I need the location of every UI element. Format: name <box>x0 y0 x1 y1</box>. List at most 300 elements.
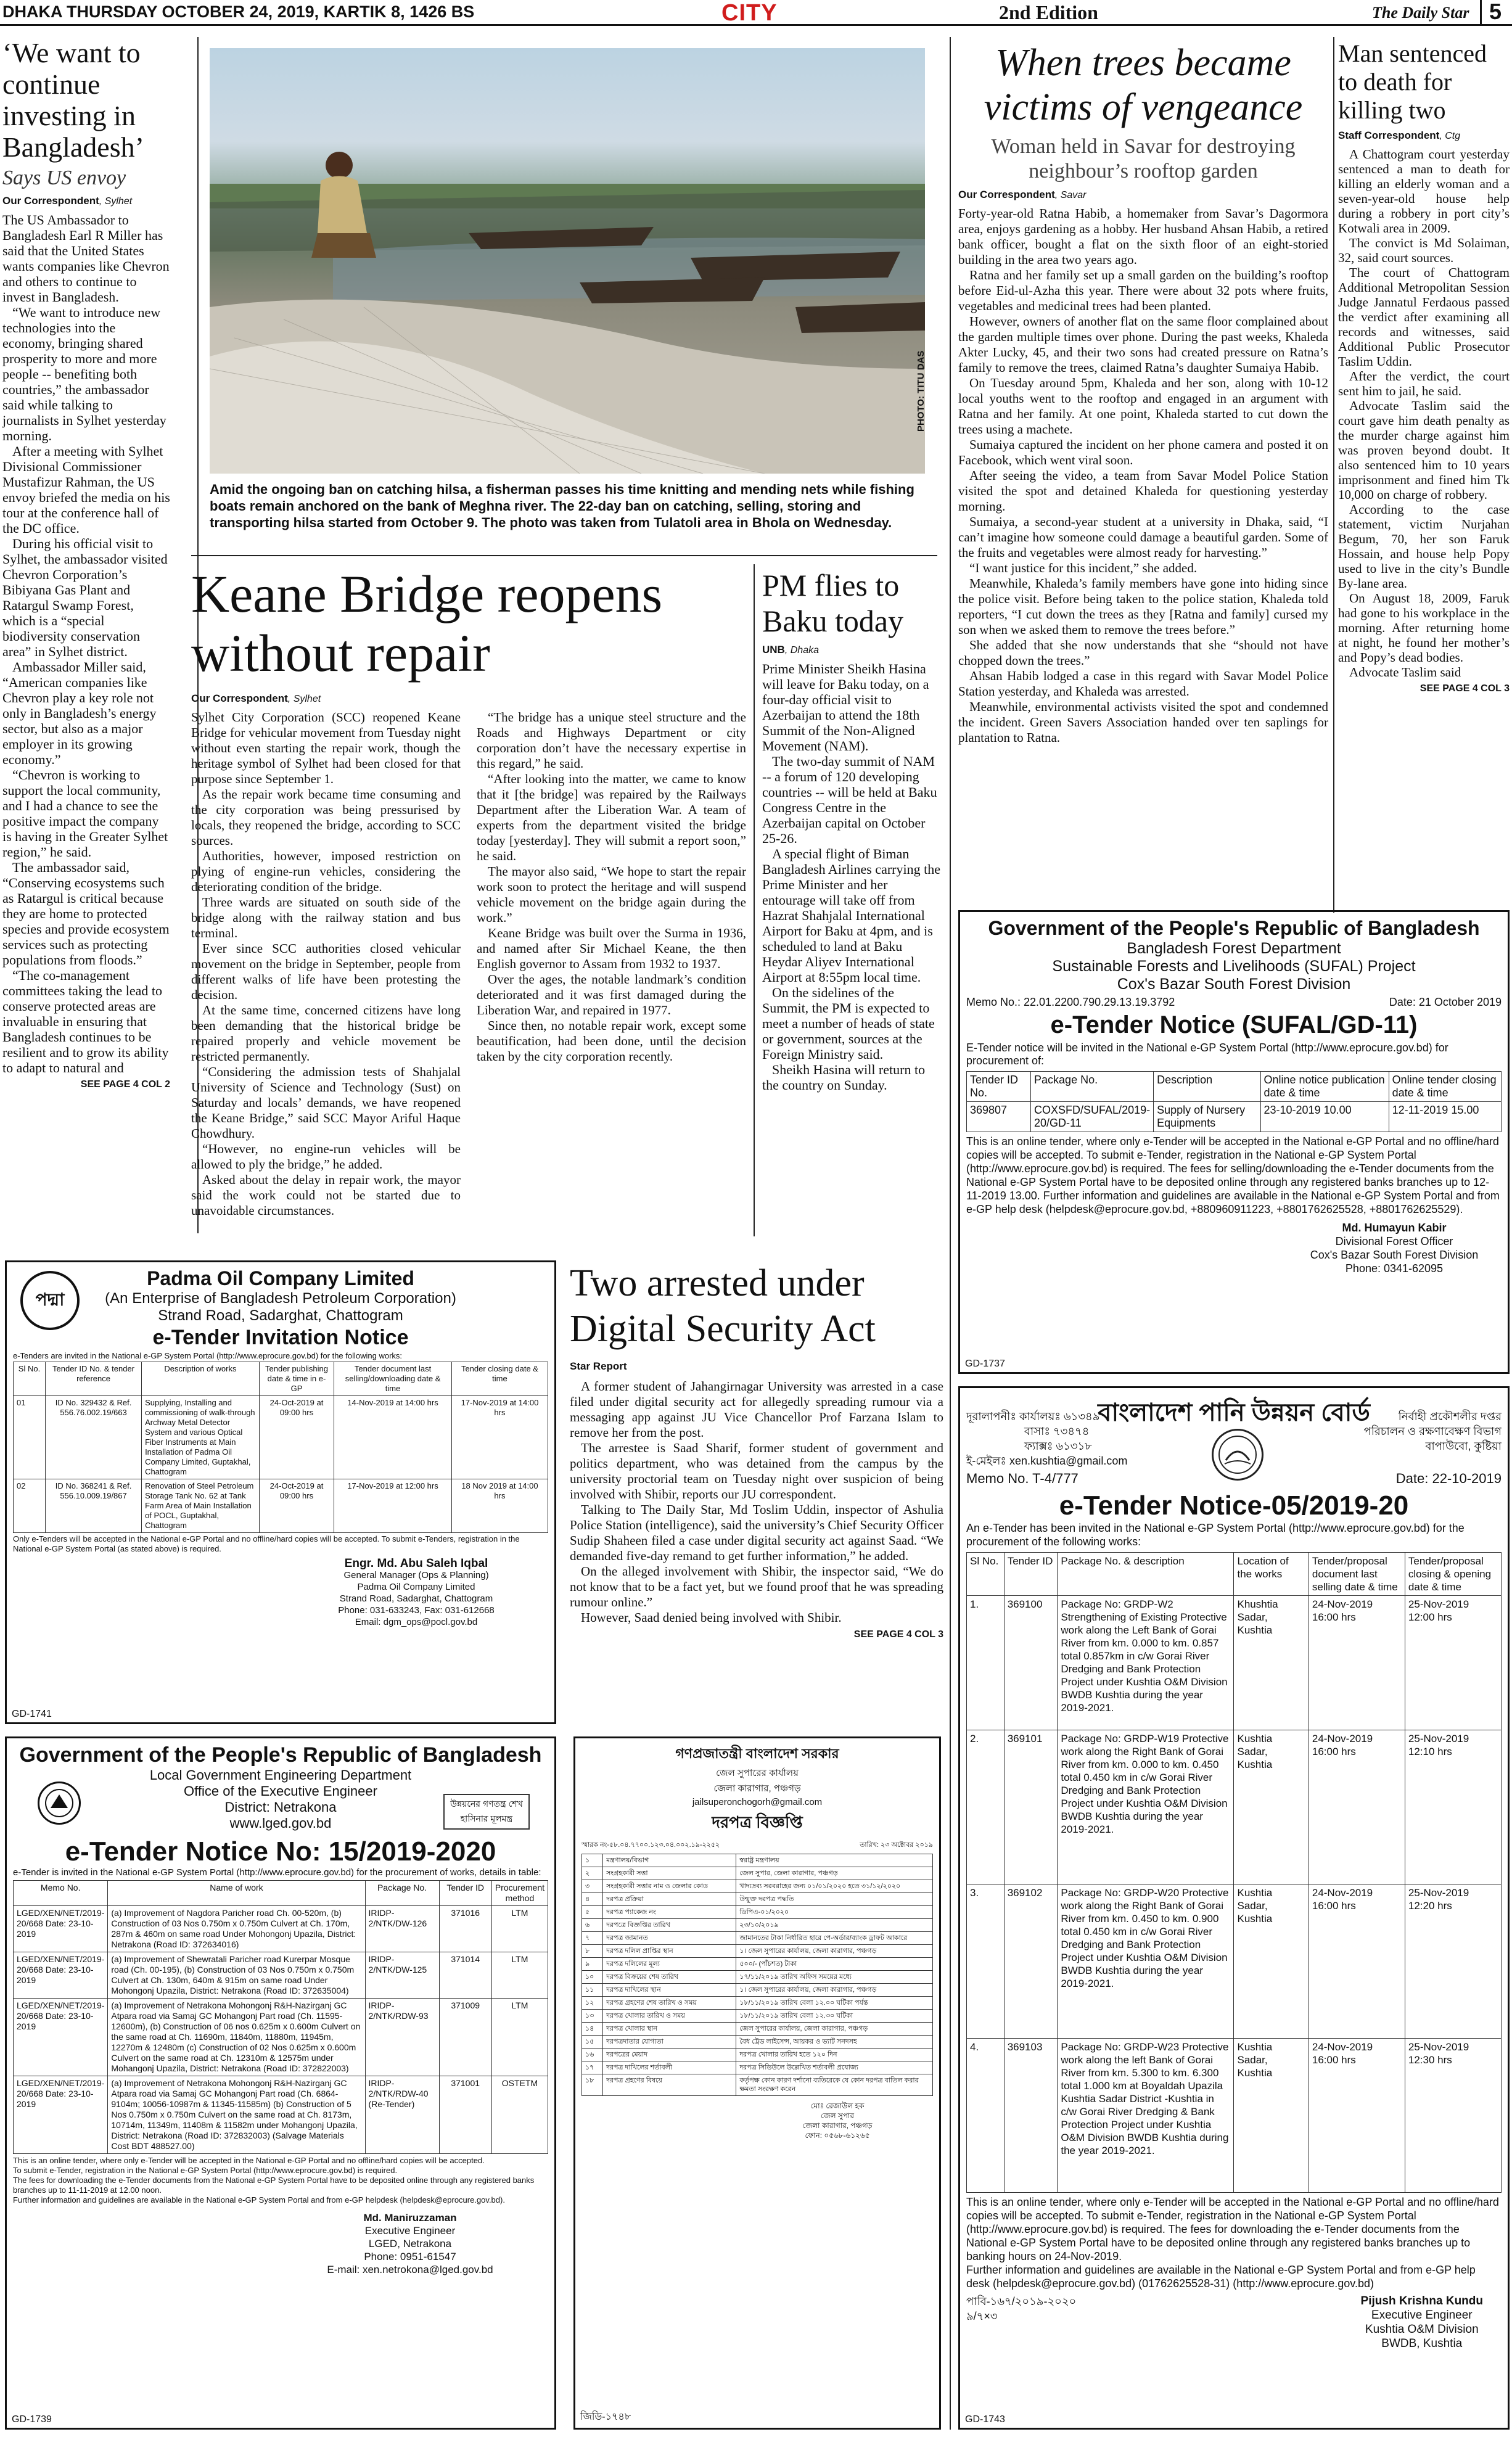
office-line: বাপাউবো, কুষ্টিয়া <box>1425 1440 1502 1452</box>
th: Description <box>1154 1072 1260 1102</box>
ad-title: e-Tender Notice No: 15/2019-2020 <box>65 1836 496 1867</box>
continuation: SEE PAGE 4 COL 3 <box>853 1629 943 1640</box>
cell: Package No: GRDP-W20 Protective work along the Right Bank of Gorai River from km. 0.450 to km. 0.900 total 0.450 km in c/w Gorai River Dredging and Bank Protection Project under Kushtia O&M Division BWDB Kushtia during the year 2019-2021. <box>1058 1884 1234 2039</box>
body <box>762 661 941 1093</box>
cell: 23-10-2019 10.00 <box>1260 1102 1389 1132</box>
headline: When trees became victims of vengeance <box>984 42 1303 128</box>
table-row <box>582 1984 933 1997</box>
cell: ১৮ <box>582 2074 603 2096</box>
th: Tender ID No. & tender reference <box>46 1362 142 1396</box>
signature <box>284 1558 548 1628</box>
table-row <box>582 2010 933 2023</box>
para: A former student of Jahangirnagar University was arrested in a case filed under digital security act for allegedly spreading rumour via a messaging app against JU Vice Chancellor Prof Farzana Islam to remove her from the post. <box>570 1379 943 1440</box>
ad-gov: Government of the People's Republic of Bangladesh <box>19 1743 542 1767</box>
table-row <box>582 2061 933 2074</box>
photo-credit: PHOTO: TITU DAS <box>916 350 926 432</box>
cell: IRIDP-2/NTK/DW-126 <box>365 1906 439 1952</box>
para: On August 18, 2009, Faruk had gone to his workplace in the morning. After returning home at night, he found her mother’s and Popy’s dead bodies. <box>1338 591 1510 665</box>
para: The arrestee is Saad Sharif, former student of government and politics department, who was detained from the campus by the university proctorial team on Tuesday night over suspicion of being involved with Shibir, reports our JU correspondent. <box>570 1440 943 1502</box>
table-row <box>967 1884 1502 2039</box>
signature <box>1287 1221 1502 1275</box>
ref-line: পাবি-১৬৭/২০১৯-২০২০ <box>966 2295 1077 2308</box>
note-line: This is an online tender, where only e-Tender will be accepted in the National e-GP Portal and no offline/hard copies will be accepted. <box>13 2156 485 2165</box>
para: The convict is Md Solaiman, 32, said court sources. <box>1338 236 1510 265</box>
ad-gov: Government of the People's Republic of Bangladesh <box>988 917 1480 939</box>
cell: 24-Nov-2019 16:00 hrs <box>1309 2039 1405 2193</box>
cell: ২৩/১০/২০১৯ <box>736 1919 933 1932</box>
th: Tender closing date & time <box>451 1362 548 1396</box>
para: Since then, no notable repair work, except some beautification, had been done, until the decision taken by the city corporation recently. <box>477 1018 746 1064</box>
table-row <box>582 1854 933 1867</box>
table-row <box>582 1880 933 1893</box>
continuation: SEE PAGE 4 COL 3 <box>1420 683 1510 694</box>
cell: স্বরাষ্ট্র মন্ত্রণালয় <box>736 1854 933 1867</box>
note-line: To submit e-Tender, registration in the National e-GP System Portal (http://www.eprocure.gov.bd) is required. <box>13 2166 398 2175</box>
padma-logo <box>20 1271 80 1330</box>
ad-gov: গণপ্রজাতন্ত্রী বাংলাদেশ সরকার <box>675 1746 839 1761</box>
cell: 1. <box>967 1596 1005 1730</box>
cell: LTM <box>491 1952 548 1999</box>
cell: 25-Nov-2019 12:20 hrs <box>1405 1884 1501 2039</box>
tender-table <box>581 1854 933 2096</box>
caption-rule <box>191 555 937 556</box>
cell: LTM <box>491 1906 548 1952</box>
para: “After looking into the matter, we came to know that it [the bridge] was repaired by the Railways Department after the Liberation War. A team of experts from the department visited the bridge today [yesterday]. They will submit a report soon,” he said. <box>477 771 746 863</box>
table-row <box>582 2074 933 2096</box>
byline: Star Report <box>570 1360 627 1372</box>
bwdb-title: বাংলাদেশ পানি উন্নয়ন বোর্ড <box>1098 1399 1370 1426</box>
cell: IRIDP-2/NTK/DW-125 <box>365 1952 439 1999</box>
bwdb-memo-row <box>966 1471 1502 1487</box>
cell: 2. <box>967 1730 1005 1884</box>
headline: ‘We want to continue investing in Bangladesh’ <box>2 37 144 163</box>
cell: LGED/XEN/NET/2019-20/668 Date: 23-10-2019 <box>14 1952 108 1999</box>
cell: (a) Improvement of Netrakona Mohongonj R&H-Nazirganj GC Atpara road via Samaj GC Mohangonj Part road (Ch. 11595-12600m), (b) Construction of 06 nos 0.625m x 0.600m Culvert on the same road at Ch. 11690m, 11840m, 11880m, 11945m, 12270m & 12480m (c) Construction of 02 Nos 0.625m x 0.600m Culvert on the same road at Ch. 12310m & 12575m under Mohangonj Upazila, District: Netrakona (Road ID: 372822003) <box>108 1999 365 2076</box>
sig-line: BWDB, Kushtia <box>1381 2337 1463 2350</box>
cell: দরপত্র দলিল প্রাপ্তির স্থান <box>603 1945 736 1958</box>
table-row <box>14 1906 548 1952</box>
date: তারিখ: ২৩ অক্টোবর ২০১৯ <box>860 1841 933 1849</box>
table-row <box>582 1945 933 1958</box>
th: Tender ID <box>1004 1553 1058 1596</box>
para: Authorities, however, imposed restriction on plying of engine-run vehicles, considering the deteriorating condition of the bridge. <box>191 849 461 894</box>
article-sentenced <box>1338 39 1510 915</box>
para: At the same time, concerned citizens have long been demanding that the historical bridge be repaired properly and vehicle movement be restricted permanently. <box>191 1003 461 1064</box>
cell: ১৭/১১/২০১৯ তারিখ অফিস সময়ের মধ্যে <box>736 1971 933 1984</box>
para: “The co-management committees taking the lead to conserve protected areas are invaluable in ensuring that Bangladesh continues to be resilient and to grow its ability to adapt to natural and <box>2 968 169 1075</box>
byline-place: , Sylhet <box>99 196 133 207</box>
signature <box>1361 2294 1483 2351</box>
cell: 24-Nov-2019 16:00 hrs <box>1309 1730 1405 1884</box>
para: After a meeting with Sylhet Divisional Commissioner Mustafizur Rahman, the US envoy briefed the media on his tour at the conference hall of the DC office. <box>2 443 170 536</box>
cell: দরপত্র দাখিলের শর্তাবলী <box>603 2061 736 2074</box>
ad-code: GD-1741 <box>12 1709 52 1719</box>
ad-office: জেল সুপারের কার্যালয় <box>716 1768 799 1778</box>
tender-table <box>966 1552 1502 2193</box>
para: Sheikh Hasina will return to the country on Sunday. <box>762 1062 926 1093</box>
sig-line: জেলা কারাগার, পঞ্চগড় <box>802 2121 873 2130</box>
cell: (a) Improvement of Nagdora Paricher road Ch. 00-520m, (b) Construction of 03 Nos 0.750m x 0.750m Culvert at Ch. 170m, 287m & 460m on same road Under Mohongonj Upazila, District: Netrakona (Road ID: 372634016) <box>108 1906 365 1952</box>
cell: দরপত্র গ্রহণের শেষ তারিখ ও সময় <box>603 1997 736 2010</box>
cell: Package No: GRDP-W19 Protective work along the Right Bank of Gorai River from km. 0.000 to km. 0.450 total 0.450 km in c/w Gorai River Dredging and Bank Protection Project under Kushtia O&M Division BWDB Kushtia during the year 2019-2021. <box>1058 1730 1234 1884</box>
section-title: CITY <box>721 0 778 26</box>
cell: 369102 <box>1004 1884 1058 2039</box>
table-row <box>582 2036 933 2049</box>
cell: 25-Nov-2019 12:30 hrs <box>1405 2039 1501 2193</box>
table-row <box>582 1906 933 1919</box>
cell: ১৫ <box>582 2036 603 2049</box>
byline <box>2 195 170 207</box>
para: Sumaiya captured the incident on her phone camera and posted it on Facebook, which went viral soon. <box>958 437 1328 467</box>
ad-lged-tender <box>5 1736 556 2430</box>
sig-line: Phone: 031-633243, Fax: 031-612668 <box>338 1605 495 1616</box>
ad-bwdb-tender <box>958 1386 1510 2430</box>
cell: LTM <box>491 1999 548 2076</box>
cell: দরপত্র খোলার স্থান <box>603 2023 736 2036</box>
cell: Package No: GRDP-W23 Protective work along the left Bank of Gorai River from km. 5.300 to km. 6.300 total 1.000 km at Boyaldah Upazila Kushtia Sadar District -Kushtia in c/w Gorai River Dredging & Bank Protection Project under Kushtia O&M Division BWDB Kushtia during the year 2019-2021. <box>1058 2039 1234 2193</box>
cell: দরপত্র দাখিলের স্থান <box>603 1984 736 1997</box>
th: Tender/proposal closing & opening date & time <box>1405 1553 1501 1596</box>
table-row <box>14 1396 548 1479</box>
column-rule <box>754 564 755 1236</box>
table-row <box>582 1919 933 1932</box>
bwdb-intro: An e-Tender has been invited in the National e-GP System Portal (http://www.eprocure.gov.bd) for the procurement of the following works: <box>966 1522 1465 1548</box>
cell: 24-Nov-2019 16:00 hrs <box>1309 1596 1405 1730</box>
cell: দরপত্র খোলার তারিখ ও সময় <box>603 2010 736 2023</box>
para: As the repair work became time consuming and the city corporation was being pressurised by locals, they reopened the bridge, according to SCC sources. <box>191 787 461 848</box>
para: The court of Chattogram Additional Metropolitan Session Judge Jannatul Ferdaous passed the verdict after examining all records and witnesses, said Additional Public Prosecutor Taslim Uddin. <box>1338 265 1510 369</box>
sig-line: Phone: 0951-61547 <box>364 2251 456 2262</box>
cell: IRIDP-2/NTK/RDW-40 (Re-Tender) <box>365 2076 439 2154</box>
ad-intro: e-Tender is invited in the National e-GP System Portal (http://www.eprocure.gov.bd) for the procurement of works, details in table: <box>13 1867 541 1878</box>
para: According to the case statement, victim Nurjahan Begum, 70, her son Faruk Hossain, and house help Popy used to live in the city’s Bundle By-lane area. <box>1338 502 1510 591</box>
para: Ratna and her family set up a small garden on the building’s rooftop before Eid-ul-Azha this year. There were about 32 pots where fruits, vegetables and medicinal trees had been planted. <box>958 268 1328 313</box>
body <box>191 710 746 1225</box>
cell: (a) Improvement of Shewratali Paricher road Kurerpar Mosque road (Ch. 00-195), (b) Construction of 03 Nos 0.750m x 0.750m Culvert at Ch. 130m, 640m & 915m on same road Under Mohongonj Upazila, District: Netrakona (Road ID: 372635004) <box>108 1952 365 1999</box>
para: “The bridge has a unique steel structure and the Roads and Highways Department or city corporation don’t have the necessary expertise in this regard,” he said. <box>477 710 746 771</box>
para: “I want justice for this incident,” she added. <box>969 561 1198 575</box>
cell: 3. <box>967 1884 1005 2039</box>
body <box>958 206 1328 746</box>
th: Tender document last selling/downloading date & time <box>334 1362 452 1396</box>
para: Meanwhile, Khaleda’s family members have gone into hiding since the police visit. Before being taken to the police station, Khaleda told reporters, “I cut down the trees as they [Ratna and family] cursed my son when we asked them to remove the trees before.” <box>958 576 1328 637</box>
ad-intro: E-Tender notice will be invited in the National e-GP System Portal (http://www.eprocure.gov.bd) for procurement of: <box>966 1042 1448 1067</box>
ad-office: Office of the Executive Engineer <box>184 1783 377 1799</box>
cell: Kushtia Sadar, Kushtia <box>1234 1730 1309 1884</box>
para: Three wards are situated on south side of the bridge along with the railway station and bus terminal. <box>191 895 461 940</box>
bwdb-notes: This is an online tender, where only e-Tender will be accepted in the National e-GP Portal and no offline/hard copies will be accepted. To submit e-Tender, registration in the National e-GP System Portal (http://www.eprocure.gov.bd) is required. The fees for downloading the e-Tender documents from the National e-GP System Portal have to be deposited online through any registered banks branches up to banking hours on 24-Nov-2019. <box>966 2196 1499 2262</box>
cell: ১৩ <box>582 2010 603 2023</box>
cell: দরপত্র গ্রহণের বিষয়ে <box>603 2074 736 2096</box>
article-trees <box>958 41 1328 916</box>
photo-scene <box>210 48 925 474</box>
cell: দরপত্র বিক্রয়ের শেষ তারিখ <box>603 1971 736 1984</box>
ad-jail-tender <box>573 1736 941 2430</box>
tender-table <box>13 1880 548 2154</box>
ad-memo-row <box>581 1839 933 1851</box>
para: Sylhet City Corporation (SCC) reopened Keane Bridge for vehicular movement from Tuesday night without even starting the repair work, though the heritage symbol of Sylhet had been closed for that purpose since September 1. <box>191 710 461 786</box>
para: Ever since SCC authorities closed vehicular movement on the bridge in September, people from different walks of life have been protesting the decision. <box>191 941 461 1002</box>
cell: ১৮/১১/২০১৯ তারিখ বেলা ১২.৩০ ঘটিকা <box>736 2010 933 2023</box>
th: Package No. <box>365 1881 439 1906</box>
cell: মন্ত্রণালয়/বিভাগ <box>603 1854 736 1867</box>
cell: 14-Nov-2019 at 14:00 hrs <box>334 1396 452 1479</box>
headline: Man sentenced to death for killing two <box>1338 39 1487 124</box>
sig-line: Cox's Bazar South Forest Division <box>1310 1249 1479 1261</box>
cell: দরপত্র জামানত <box>603 1932 736 1945</box>
para: Sumaiya, a second-year student at a university in Dhaka, said, “I can’t imagine how someone could damage a beautiful garden. Some of the fruits and vegetables were almost ready for harvesting.” <box>958 514 1328 560</box>
sig-line: মোঃ রেজাউল হক <box>810 2102 865 2110</box>
ad-place: জেলা কারাগার, পঞ্চগড় <box>713 1783 801 1794</box>
cell: 01 <box>14 1396 46 1479</box>
para: However, Saad denied being involved with Shibir. <box>581 1610 842 1625</box>
sig-line: Phone: 0341-62095 <box>1345 1262 1444 1275</box>
cell: Khushtia Sadar, Kushtia <box>1234 1596 1309 1730</box>
sig-line: Padma Oil Company Limited <box>357 1582 475 1592</box>
sig-line: LGED, Netrakona <box>368 2238 452 2250</box>
cell: জামানতের টাকা নির্ধারিত হারে পে-অর্ডার/ব্যাংক ড্রাফট আকারে <box>736 1932 933 1945</box>
ad-code: জিডি-১৭৪৮ <box>580 2412 631 2422</box>
table-row <box>14 1952 548 1999</box>
sig-line: Email: dgm_ops@pocl.gov.bd <box>355 1617 478 1627</box>
photo-hilsa <box>210 48 925 474</box>
th: Sl No. <box>14 1362 46 1396</box>
sig-line: General Manager (Ops & Planning) <box>343 1570 489 1580</box>
cell: (a) Improvement of Netrakona Mohongonj R&H-Nazirganj GC Atpara road via Samaj GC Mohangonj Part road (Ch. 6864- 9104m; 10056-10987m & 11345-11585m) (b) Construction of 5 Nos 0.750m x 0.750m Culvert on the same road at Ch. 8173m, 10714m, 11349m, 11408m & 11582m under Mohangonj Upazila, District: Netrakona (Road ID: 372832003) (Salvage Materials Cost BDT 488527.00) <box>108 2076 365 2154</box>
date: Date: 22-10-2019 <box>1395 1471 1502 1486</box>
cell: কর্তৃপক্ষ কোন কারণ দর্শানো ব্যতিরেকে যে কোন দরপত্র বাতিল করার ক্ষমতা সংরক্ষণ করেন <box>736 2074 933 2096</box>
th: Tender publishing date & time in e-GP <box>259 1362 334 1396</box>
ad-notes <box>13 2156 548 2205</box>
ad-notes: This is an online tender, where only e-Tender will be accepted in the National e-GP Portal and no offline/hard copies will be accepted. To submit e-Tender, registration in the National e-GP System Portal (http://www.eprocure.gov.bd) is required. The fees for selling/downloading the e-Tender documents from the National e-GP System Portal have to be deposited online through any registered banks branches up to 12-11-2019 13.00. Further information and guidelines are available in the National e-GP System Portal and from e-GP help desk (helpdesk@eprocure.gov.bd, +880960911223, +8801762625528, +8801762625529). <box>966 1135 1500 1215</box>
para: During his official visit to Sylhet, the ambassador visited Chevron Corporation’s Bibiyana Gas Plant and Ratargul Swamp Forest, which is a “special biodiversity conservation area” in Sylhet district. <box>2 536 168 659</box>
ad-sufal-tender <box>958 910 1510 1374</box>
table-row <box>14 1479 548 1533</box>
cell: জেল সুপার, জেলা কারাগার, পঞ্চগড় <box>736 1867 933 1880</box>
cell: দরপত্র সিডিউলে উল্লেখিত শর্তাবলী প্রযোজ্য <box>736 2061 933 2074</box>
cell: 17-Nov-2019 at 14:00 hrs <box>451 1396 548 1479</box>
para: Talking to The Daily Star, Md Toslim Uddin, inspector of Ashulia Police Station (intelligence), said the university’s Chief Security Officer Sudip Shaheen filed a case under digital security act against Saad. “We demanded five-day remand to get further information,” he added. <box>570 1502 943 1563</box>
cell: 02 <box>14 1479 46 1533</box>
subheadline: Woman held in Savar for destroying neighbour’s rooftop garden <box>991 135 1296 183</box>
para: Prime Minister Sheikh Hasina will leave for Baku today, on a four-day official visit to Azerbaijan to attend the 18th Summit of the Non-Aligned Movement (NAM). <box>762 661 929 754</box>
cell: LGED/XEN/NET/2019-20/668 Date: 23-10-2019 <box>14 1999 108 2076</box>
cell: ৫ <box>582 1906 603 1919</box>
table-row <box>582 2023 933 2036</box>
cell: ১৭ <box>582 2061 603 2074</box>
sig-line: Kushtia O&M Division <box>1365 2323 1479 2336</box>
cell: উন্মুক্ত দরপত্র পদ্ধতি <box>736 1893 933 1906</box>
ad-sub: (An Enterprise of Bangladesh Petroleum Corporation) <box>105 1290 456 1307</box>
th: Sl No. <box>967 1553 1005 1596</box>
ad-dept: Local Government Engineering Department <box>149 1767 412 1783</box>
cell: Supplying, Installing and commissioning of walk-through Archway Metal Detector System and various Optical Fiber Instruments at Main Installation of Padma Oil Company Limited, Guptakhal, Chattogram <box>142 1396 260 1479</box>
cell: 371001 <box>439 2076 491 2154</box>
ad-code: GD-1739 <box>12 2414 52 2425</box>
lged-slogan: উন্নয়নের গণতন্ত্র শেখ হাসিনার মূলমন্ত্র <box>443 1794 530 1830</box>
para: She added that she now understands that she “should not have chopped down the trees.” <box>958 638 1328 668</box>
table-row <box>967 1596 1502 1730</box>
sig-line: Executive Engineer <box>1371 2309 1473 2322</box>
emblem-icon <box>39 1783 79 1823</box>
para: On the alleged involvement with Shibir, the inspector said, “We do not know that to be a fact yet, but we found proof that he was spreading rumour online.” <box>570 1564 943 1609</box>
para: The two-day summit of NAM -- a forum of 120 developing countries -- will be held at Baku Congress Centre in the Azerbaijan capital on October 25-26. <box>762 754 937 846</box>
th: Package No. <box>1031 1072 1154 1102</box>
sig-line: E-mail: xen.netrokona@lged.gov.bd <box>327 2264 493 2275</box>
byline-place: , Dhaka <box>784 645 819 655</box>
cell: 18 Nov 2019 at 14:00 hrs <box>451 1479 548 1533</box>
sig-line: Engr. Md. Abu Saleh Iqbal <box>344 1557 488 1570</box>
cell: ID No. 329432 & Ref. 556.76.002.19/663 <box>46 1396 142 1479</box>
cell: 24-Nov-2019 16:00 hrs <box>1309 1884 1405 2039</box>
para: Over the ages, the notable landmark’s condition deteriorated and it was first damaged during the Liberation War, and repaired in 1977. <box>477 972 746 1017</box>
cell: দরপত্র দলিলের মূল্য <box>603 1958 736 1971</box>
email: ই-মেইলঃ xen.kushtia@gmail.com <box>966 1455 1128 1467</box>
para: “Considering the admission tests of Shahjalal University of Science and Technology (Sust) on Saturday and locals’ demands, we have reopened the Keane Bridge,” said SCC Mayor Ariful Haque Chowdhury. <box>191 1064 461 1141</box>
sig-line: Strand Road, Sadarghat, Chattogram <box>339 1593 493 1604</box>
sig-line: Executive Engineer <box>364 2225 456 2237</box>
byline-name: Staff Correspondent <box>1338 129 1440 141</box>
office-line: নির্বাহী প্রকৌশলীর দপ্তর <box>1398 1410 1502 1423</box>
cell: 371016 <box>439 1906 491 1952</box>
cell: 369100 <box>1004 1596 1058 1730</box>
byline-place: , Ctg <box>1439 131 1461 141</box>
signature <box>272 2211 548 2276</box>
table-row <box>14 1999 548 2076</box>
cell: ৫০০/- (পাঁচশত) টাকা <box>736 1958 933 1971</box>
th: Memo No. <box>14 1881 108 1906</box>
para: Ahsan Habib lodged a case in this regard with Savar Model Police Station yesterday, and Khaleda was arrested. <box>958 668 1328 699</box>
cell: 371009 <box>439 1999 491 2076</box>
cell: ১ <box>582 1854 603 1867</box>
para: The mayor also said, “We hope to start the repair work soon to protect the heritage and will suspend vehicle movement on the bridge again during the work.” <box>477 864 746 925</box>
para: On Tuesday around 5pm, Khaleda and her son, along with 10-12 local youths went to the rooftop and engaged in an argument with Ratna and her family. At one point, Khaleda started to cut down the trees using a machete. <box>958 376 1328 437</box>
cell: ডিপিএ-০১/২০২০ <box>736 1906 933 1919</box>
ad-padma-oil <box>5 1260 556 1724</box>
cell: ১৮/১১/২০১৯ তারিখ বেলা ১২.০০ ঘটিকা পর্যন্ত <box>736 1997 933 2010</box>
cell: ১০ <box>582 1971 603 1984</box>
tender-table <box>966 1071 1502 1132</box>
bwdb-notes-2: Further information and guidelines are available in the National e-GP System Portal and from e-GP help desk (helpdesk@eprocure.gov.bd) (01762625528-31) (http://www.eprocure.gov.bd) <box>966 2264 1476 2290</box>
cell: 12-11-2019 15.00 <box>1389 1102 1501 1132</box>
byline-name: Our Correspondent <box>191 692 288 704</box>
cell: 371014 <box>439 1952 491 1999</box>
cell: দরপত্র প্রক্রিয়া <box>603 1893 736 1906</box>
ad-memo-row <box>966 996 1502 1009</box>
th: Online tender closing date & time <box>1389 1072 1501 1102</box>
phone-line: ফ্যাক্সঃ ৬১৩১৮ <box>1024 1440 1092 1452</box>
note-line: Further information and guidelines are available in the National e-GP System Portal and from e-GP helpdesk (helpdesk@eprocure.gov.bd). <box>13 2195 505 2205</box>
table-row <box>967 1102 1502 1132</box>
para: Keane Bridge was built over the Surma in 1936, and named after Sir Michael Keane, the then English governor to Assam from 1932 to 1937. <box>477 926 746 971</box>
cell: LGED/XEN/NET/2019-20/668 Date: 23-10-2019 <box>14 1906 108 1952</box>
cell: 4. <box>967 2039 1005 2193</box>
sig-line: Pijush Krishna Kundu <box>1360 2295 1483 2308</box>
ad-code: GD-1737 <box>965 1358 1005 1369</box>
cell: 24-Oct-2019 at 09:00 hrs <box>259 1479 334 1533</box>
table-row <box>582 1997 933 2010</box>
para: Advocate Taslim said the court gave him death penalty as the murder charge against him was proven beyond doubt. It also sentenced him to 10 years imprisonment and fined him Tk 10,000 on charge of robbery. <box>1338 398 1510 502</box>
cell: ৮ <box>582 1945 603 1958</box>
byline-place: , Savar <box>1054 190 1087 200</box>
byline <box>762 644 941 656</box>
th: Procurement method <box>491 1881 548 1906</box>
bwdb-notice-title: e-Tender Notice-05/2019-20 <box>1059 1490 1409 1521</box>
ad-division: Cox's Bazar South Forest Division <box>1117 976 1351 993</box>
cell: 25-Nov-2019 12:00 hrs <box>1405 1596 1501 1730</box>
table-row <box>582 2049 933 2061</box>
th: Package No. & description <box>1058 1553 1234 1596</box>
para: “However, no engine-run vehicles will be allowed to ply the bridge,” he added. <box>191 1141 461 1172</box>
table-row <box>582 1971 933 1984</box>
continuation: SEE PAGE 4 COL 2 <box>80 1079 170 1090</box>
cell: দরপত্র প্যাকেজ নং <box>603 1906 736 1919</box>
table-row <box>582 1932 933 1945</box>
article-us-envoy <box>2 37 170 1239</box>
table-row <box>582 1958 933 1971</box>
cell: দরপত্রে বিজ্ঞপ্তির তারিখ <box>603 1919 736 1932</box>
para: However, owners of another flat on the same floor complained about the garden multiple times over phone. During the past weeks, Khaleda Akter Lucky, 45, and their two sons had created pressure on Ratna’s family to remove the trees, claimed Ratna’s daughter Sumaiya Habib. <box>958 314 1328 375</box>
cell: দরপত্র খোলার তারিখ হতে ১২০ দিন <box>736 2049 933 2061</box>
para: After seeing the video, a team from Savar Model Police Station visited the spot and detained Khaleda for questioning yesterday morning. <box>958 468 1328 514</box>
table-row <box>582 1893 933 1906</box>
memo: Memo No. T-4/777 <box>966 1471 1079 1486</box>
signature <box>742 2101 933 2140</box>
cell: ১১ <box>582 1984 603 1997</box>
paper-logo: The Daily Star <box>1372 4 1469 22</box>
sig-line: জেল সুপার <box>820 2111 855 2120</box>
note-line: The fees for downloading the e-Tender documents from the National e-GP System Portal have to be deposited online through any registered banks branches up to 11-11-2019 at 12.00 noon. <box>13 2176 535 2195</box>
column-rule <box>950 37 951 2430</box>
cell: LGED/XEN/NET/2019-20/668 Date: 23-10-2019 <box>14 2076 108 2154</box>
ad-intro: e-Tenders are invited in the National e-GP System Portal (http://www.eprocure.gov.bd) for the following works: <box>13 1351 403 1360</box>
table-header <box>14 1881 548 1906</box>
para: After the verdict, the court sent him to jail, he said. <box>1338 369 1510 398</box>
cell: সংগ্রহকারী সত্তার নাম ও জেলার কোড <box>603 1880 736 1893</box>
byline-name: Our Correspondent <box>2 195 99 207</box>
cell: ৪ <box>582 1893 603 1906</box>
ad-email: jailsuperonchogorh@gmail.com <box>692 1797 823 1807</box>
headline: Keane Bridge reopens without repair <box>191 564 663 683</box>
para: “Chevron is working to support the local community, and I had a chance to see the positive impact the company is having in the Greater Sylhet region,” he said. <box>2 767 168 860</box>
article-pm-baku <box>762 567 941 1239</box>
memo: স্মারক নং-৫৮.০৪.৭৭০০.১২৩.০৪.০০২.১৯-২২৫২ <box>581 1841 720 1849</box>
cell: 369103 <box>1004 2039 1058 2193</box>
cell: Supply of Nursery Equipments <box>1154 1102 1260 1132</box>
cell: ৩ <box>582 1880 603 1893</box>
byline-name: Our Correspondent <box>958 189 1055 200</box>
cell: COXSFD/SUFAL/2019-20/GD-11 <box>1031 1102 1154 1132</box>
ref-line: ৯/৭×৩ <box>966 2310 998 2322</box>
para: Asked about the delay in repair work, the mayor said the work could not be started due to unavoidable circumstances. <box>191 1172 461 1218</box>
para: Meanwhile, environmental activists visited the spot and condemned the incident. Green Savers Association handed over ten saplings for plantation to Ratna. <box>958 699 1328 745</box>
table-header <box>967 1072 1502 1102</box>
cell: দরপত্রদাতার যোগ্যতা <box>603 2036 736 2049</box>
cell: 25-Nov-2019 12:10 hrs <box>1405 1730 1501 1884</box>
cell: 369807 <box>967 1102 1031 1132</box>
cell: ১। জেল সুপারের কার্যালয়, জেলা কারাগার, পঞ্চগড় <box>736 1945 933 1958</box>
table-row <box>14 2076 548 2154</box>
th: Tender ID <box>439 1881 491 1906</box>
ad-addr: Strand Road, Sadarghat, Chattogram <box>158 1307 403 1324</box>
cell: OSTETM <box>491 2076 548 2154</box>
cell: ৯ <box>582 1958 603 1971</box>
sig-line: ফোন: ০৫৬৮-৬১২৬৫ <box>805 2131 870 2140</box>
byline-place: , Sylhet <box>287 694 321 704</box>
body <box>1338 147 1510 680</box>
ad-district: District: Netrakona <box>224 1799 337 1815</box>
ad-dept: Bangladesh Forest Department <box>1127 940 1341 957</box>
